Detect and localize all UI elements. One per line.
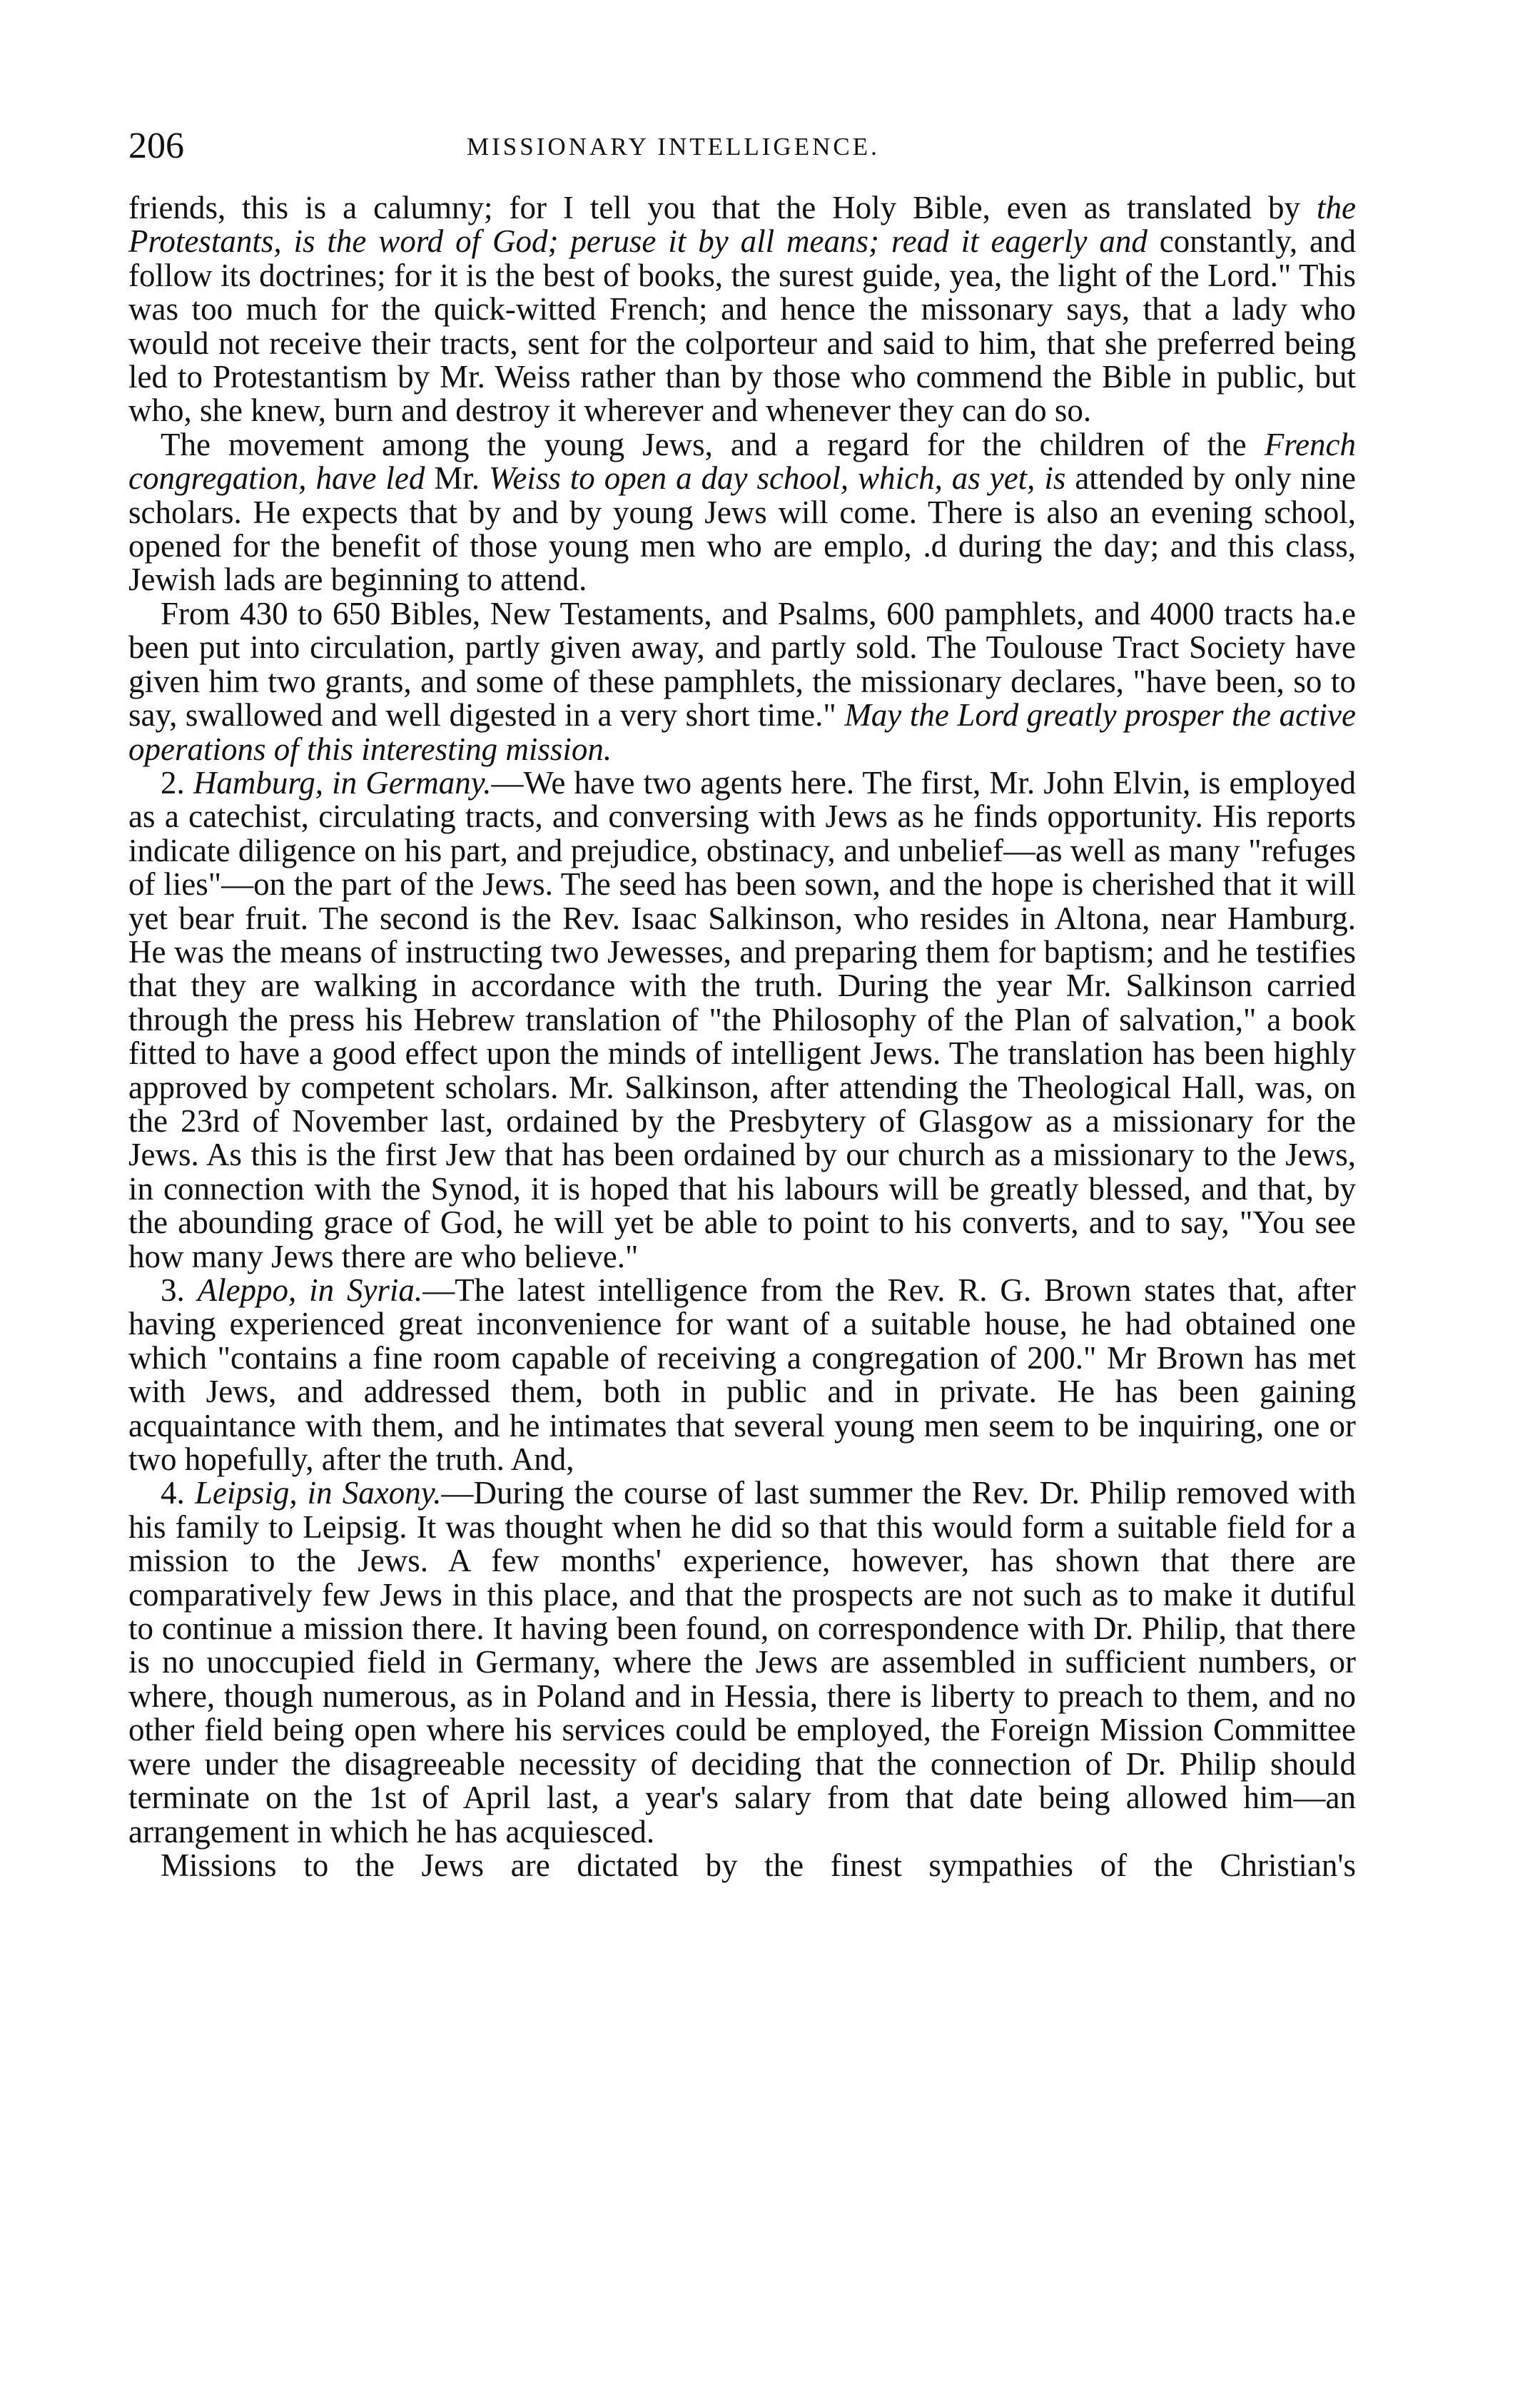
text-run: 3. <box>161 1272 198 1308</box>
text-run: —We have two agents here. The first, Mr. John Elvin, is employed as a catechist, circulating tracts, and conversing with Jews as he finds opportunity. His reports indicate diligence on his part, and prejudice, obstinacy, and unbelief—as well as many "refuges of lies"—on the part of the Jews. The seed has been sown, and the hope is cherished that it will yet bear fruit. The second is the Rev. Isaac Salkinson, who resides in Altona, near Hamburg. He was the means of instructing two Jewesses, and preparing them for baptism; and he testifies that they are walking in accordance with the truth. During the year Mr. Salkinson carried through the press his Hebrew translation of "the Philosophy of the Plan of salvation," a book fitted to have a good effect upon the minds of intelligent Jews. The translation has been highly approved by competent scholars. Mr. Salkinson, after attending the Theological Hall, was, on the 23rd of November last, ordained by the Presbytery of Glasgow as a missionary for the Jews. As this is the first Jew that has been ordained by our church as a missionary to the Jews, in connection with the Synod, it is hoped that his labours will be greatly blessed, and that, by the abounding grace of God, he will yet be able to point to his converts, and to say, "You see how many Jews there are who believe." <box>128 764 1357 1274</box>
paragraph-aleppo <box>128 1274 1356 1476</box>
italic-text-run: Weiss to open a day school, which, as yet, is <box>488 460 1066 497</box>
text-run: —During the course of last summer the Rev. Dr. Philip removed with his family to Leipsig. It was thought when he did so that this would form a suitable field for a mission to the Jews. A few months' experience, however, has shown that there are comparatively few Jews in this place, and that the prospects are not such as to make it dutiful to continue a mission there. It having been found, on correspondence with Dr. Philip, that there is no unoccupied field in Germany, where the Jews are assembled in sufficient numbers, or where, though numerous, as in Poland and in Hessia, there is liberty to preach to them, and no other field being open where his services could be employed, the Foreign Mission Committee were under the disagreeable necessity of deciding that the connection of Dr. Philip should terminate on the 1st of April last, a year's salary from that date being allowed him—an arrangement in which he has acquiesced. <box>128 1475 1357 1850</box>
text-run: attended by only nine scholars. He expects that by and by young Jews will come. There is also an evening school, opened for the benefit of those young men who are emplo, .d during the day; and this class, Jewish lads are beginning to attend. <box>128 460 1357 598</box>
text-run: 2. <box>161 764 193 801</box>
italic-text-run: May the Lord greatly prosper the active operations of this interesting mission. <box>128 697 1357 767</box>
text-run: From 430 to 650 Bibles, New Testaments, and Psalms, 600 pamphlets, and 4000 tracts ha.e been put into circulation, partly given away, and partly sold. The Toulouse Tract Society have given him two grants, and some of these pamphlets, the missionary declares, "have been, so to say, swallowed and well digested in a very short time." <box>128 595 1356 734</box>
page-number: 206 <box>128 126 184 166</box>
text-run: friends, this is a calumny; for I tell you that the Holy Bible, even as translated by <box>128 190 1317 225</box>
text-run: —The latest intelligence from the Rev. R. G. Brown states that, after having experienced great inconvenience for want of a suitable house, he had obtained one which "contains a fine room capable of receiving a congregation of 200." Mr Brown has met with Jews, and addressed them, both in public and in private. He has been gaining acquaintance with them, and he intimates that several young men seem to be inquiring, one or two hopefully, after the truth. And, <box>128 1272 1356 1478</box>
italic-text-run: Aleppo, in Syria. <box>197 1272 423 1308</box>
text-run: The movement among the young Jews, and a regard for the children of the <box>161 426 1265 462</box>
italic-text-run: Hamburg, in Germany. <box>193 764 492 801</box>
text-run: constantly, and follow its doctrines; for it is the best of books, the surest guide, yea, the light of the Lord." This was too much for the quick-witted French; and hence the missonary says, that a lady who would not receive their tracts, sent for the colporteur and said to him, that she preferred being led to Protestantism by Mr. Weiss rather than by those who commend the Bible in public, but who, she knew, burn and destroy it wherever and whenever they can do so. <box>128 223 1356 429</box>
paragraph-continuation <box>128 191 1356 428</box>
running-title: MISSIONARY INTELLIGENCE. <box>467 133 880 161</box>
italic-text-run: French congregation, have led <box>128 426 1356 497</box>
italic-text-run: the Protestants, is the word of God; peruse it by all means; read it eagerly and <box>128 190 1356 260</box>
text-run: Mr. <box>425 460 489 497</box>
paragraph-hamburg <box>128 766 1356 1274</box>
running-head <box>128 121 1356 171</box>
paragraph-circulation <box>128 597 1356 766</box>
text-run: 4. <box>161 1475 195 1511</box>
paragraph-young-jews-school <box>128 428 1356 597</box>
italic-text-run: Leipsig, in Saxony. <box>194 1475 442 1511</box>
paragraph-leipsig <box>128 1476 1356 1848</box>
body-text <box>128 191 1356 1882</box>
text-run: Missions to the Jews are dictated by the finest sympathies of the Christian's <box>161 1847 1356 1883</box>
paragraph-missions-to-jews <box>128 1849 1356 1882</box>
